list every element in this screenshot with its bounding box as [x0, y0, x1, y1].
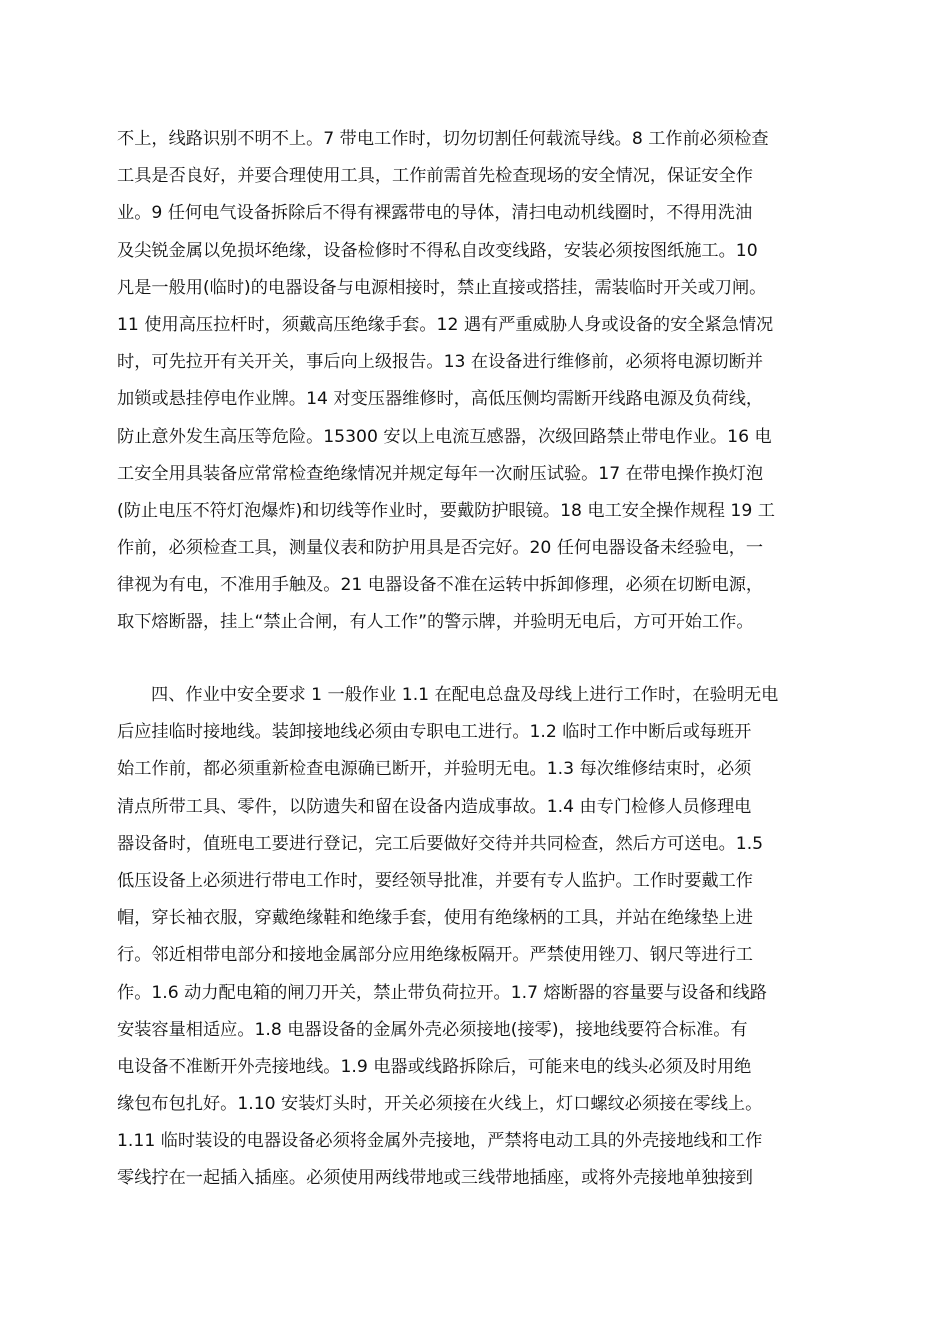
text-line: 11 使用高压拉杆时，须戴高压绝缘手套。12 遇有严重威胁人身或设备的安全紧急情况: [117, 314, 774, 335]
text-line: 安装容量相适应。1.8 电器设备的金属外壳必须接地(接零)，接地线要符合标准。有: [117, 1019, 748, 1040]
text-line: 帽，穿长袖衣服，穿戴绝缘鞋和绝缘手套，使用有绝缘柄的工具，并站在绝缘垫上进: [117, 908, 753, 929]
text-line: 四、作业中安全要求 1 一般作业 1.1 在配电总盘及母线上进行工作时，在验明无电: [151, 685, 779, 705]
text-line: 及尖锐金属以免损坏绝缘，设备检修时不得私自改变线路，安装必须按图纸施工。10: [117, 240, 758, 261]
text-line: 律视为有电，不准用手触及。21 电器设备不准在运转中拆卸修理，必须在切断电源，: [117, 575, 764, 596]
text-line: 清点所带工具、零件，以防遗失和留在设备内造成事故。1.4 由专门检修人员修理电: [117, 796, 752, 817]
text-line: 凡是一般用(临时)的电器设备与电源相接时，禁止直接或搭挂，需装临时开关或刀闸。: [117, 277, 767, 298]
text-line: 器设备时，值班电工要进行登记，完工后要做好交待并共同检查，然后方可送电。1.5: [117, 833, 764, 854]
text-line: 作前，必须检查工具，测量仪表和防护用具是否完好。20 任何电器设备未经验电，一: [117, 538, 764, 559]
text-line: 行。邻近相带电部分和接地金属部分应用绝缘板隔开。严禁使用锉刀、钢尺等进行工: [117, 945, 753, 966]
text-line: 时，可先拉开有关开关，事后向上级报告。13 在设备进行维修前，必须将电源切断并: [117, 352, 764, 373]
text-line: 缘包布包扎好。1.10 安装灯头时，开关必须接在火线上，灯口螺纹必须接在零线上。: [117, 1094, 763, 1115]
text-line: 防止意外发生高压等危险。15300 安以上电流互感器，次级回路禁止带电作业。16 电: [117, 426, 772, 447]
text-line: 业。9 任何电气设备拆除后不得有裸露带电的导体，清扫电动机线圈时，不得用洗油: [117, 203, 753, 224]
text-line: 低压设备上必须进行带电工作时，要经领导批准，并要有专人监护。工作时要戴工作: [117, 870, 753, 891]
text-line: 加锁或悬挂停电作业牌。14 对变压器维修时，高低压侧均需断开线路电源及负荷线，: [117, 389, 764, 410]
paragraph-work-safety-requirements: [117, 677, 845, 1198]
text-line: 零线拧在一起插入插座。必须使用两线带地或三线带地插座，或将外壳接地单独接到: [117, 1168, 753, 1189]
text-line: (防止电压不符灯泡爆炸)和切线等作业时，要戴防护眼镜。18 电工安全操作规程 19 工: [117, 500, 775, 521]
text-line: 取下熔断器，挂上“禁止合闸，有人工作”的警示牌，并验明无电后，方可开始工作。: [117, 612, 754, 633]
text-line: 电设备不准断开外壳接地线。1.9 电器或线路拆除后，可能来电的线头必须及时用绝: [117, 1056, 752, 1077]
text-line: 始工作前，都必须重新检查电源确已断开，并验明无电。1.3 每次维修结束时，必须: [117, 759, 752, 780]
text-line: 工具是否良好，并要合理使用工具，工作前需首先检查现场的安全情况，保证安全作: [117, 166, 753, 187]
text-line: 1.11 临时装设的电器设备必须将金属外壳接地，严禁将电动工具的外壳接地线和工作: [117, 1131, 763, 1152]
text-line: 作。1.6 动力配电箱的闸刀开关，禁止带负荷拉开。1.7 熔断器的容量要与设备和线路: [117, 982, 767, 1003]
text-line: 不上，线路识别不明不上。7 带电工作时，切勿切割任何载流导线。8 工作前必须检查: [117, 129, 769, 149]
text-line: 工安全用具装备应常常检查绝缘情况并规定每年一次耐压试验。17 在带电操作换灯泡: [117, 463, 764, 484]
text-line: 后应挂临时接地线。装卸接地线必须由专职电工进行。1.2 临时工作中断后或每班开: [117, 722, 752, 743]
paragraph-electrical-safety-rules: [117, 121, 845, 642]
